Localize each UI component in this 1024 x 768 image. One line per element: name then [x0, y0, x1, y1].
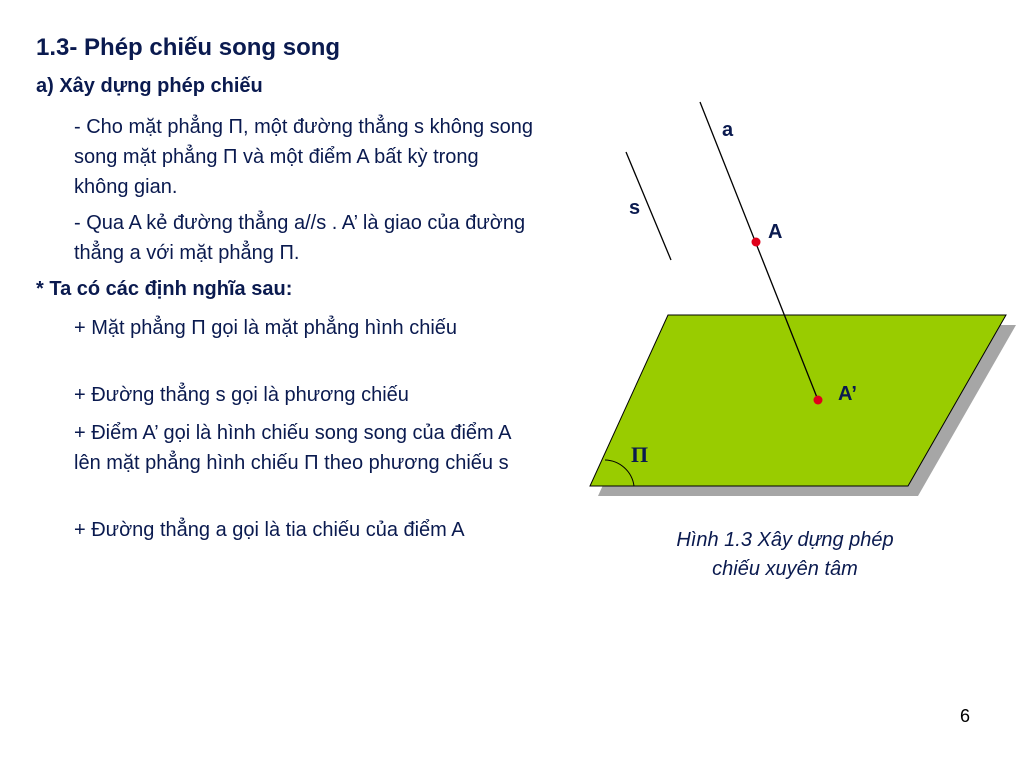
caption-line-1: Hình 1.3 Xây dựng phép [676, 529, 894, 551]
definition-projection: + Điểm A’ gọi là hình chiếu song song của điểm A lên mặt phẳng hình chiếu Π theo phương chiếu s [74, 422, 511, 474]
definition-plane: + Mặt phẳng Π gọi là mặt phẳng hình chiếu [74, 317, 458, 339]
slide-title: 1.3- Phép chiếu song song [36, 34, 341, 61]
figure-caption [620, 526, 950, 584]
caption-line-2: chiếu xuyên tâm [712, 558, 858, 580]
definitions-heading: * Ta có các định nghĩa sau: [36, 278, 293, 300]
section-subtitle: a) Xây dựng phép chiếu [36, 75, 263, 97]
label-plane-pi: Π [631, 442, 649, 467]
definition-direction: + Đường thẳng s gọi là phương chiếu [74, 384, 409, 406]
label-a: a [722, 119, 734, 141]
point-A-prime [814, 396, 823, 405]
label-s: s [629, 197, 641, 219]
paragraph-setup: - Cho mặt phẳng Π, một đường thẳng s không song song mặt phẳng Π và một điểm A bất kỳ trong không gian. [74, 116, 533, 198]
page-number: 6 [959, 706, 970, 726]
paragraph-construction: - Qua A kẻ đường thẳng a//s . A’ là giao của đường thẳng a với mặt phẳng Π. [74, 212, 526, 264]
label-A-prime: A’ [838, 383, 857, 405]
definition-ray: + Đường thẳng a gọi là tia chiếu của điểm A [74, 519, 465, 541]
point-A [752, 238, 761, 247]
projection-plane [590, 315, 1006, 486]
label-A: A [768, 221, 783, 243]
